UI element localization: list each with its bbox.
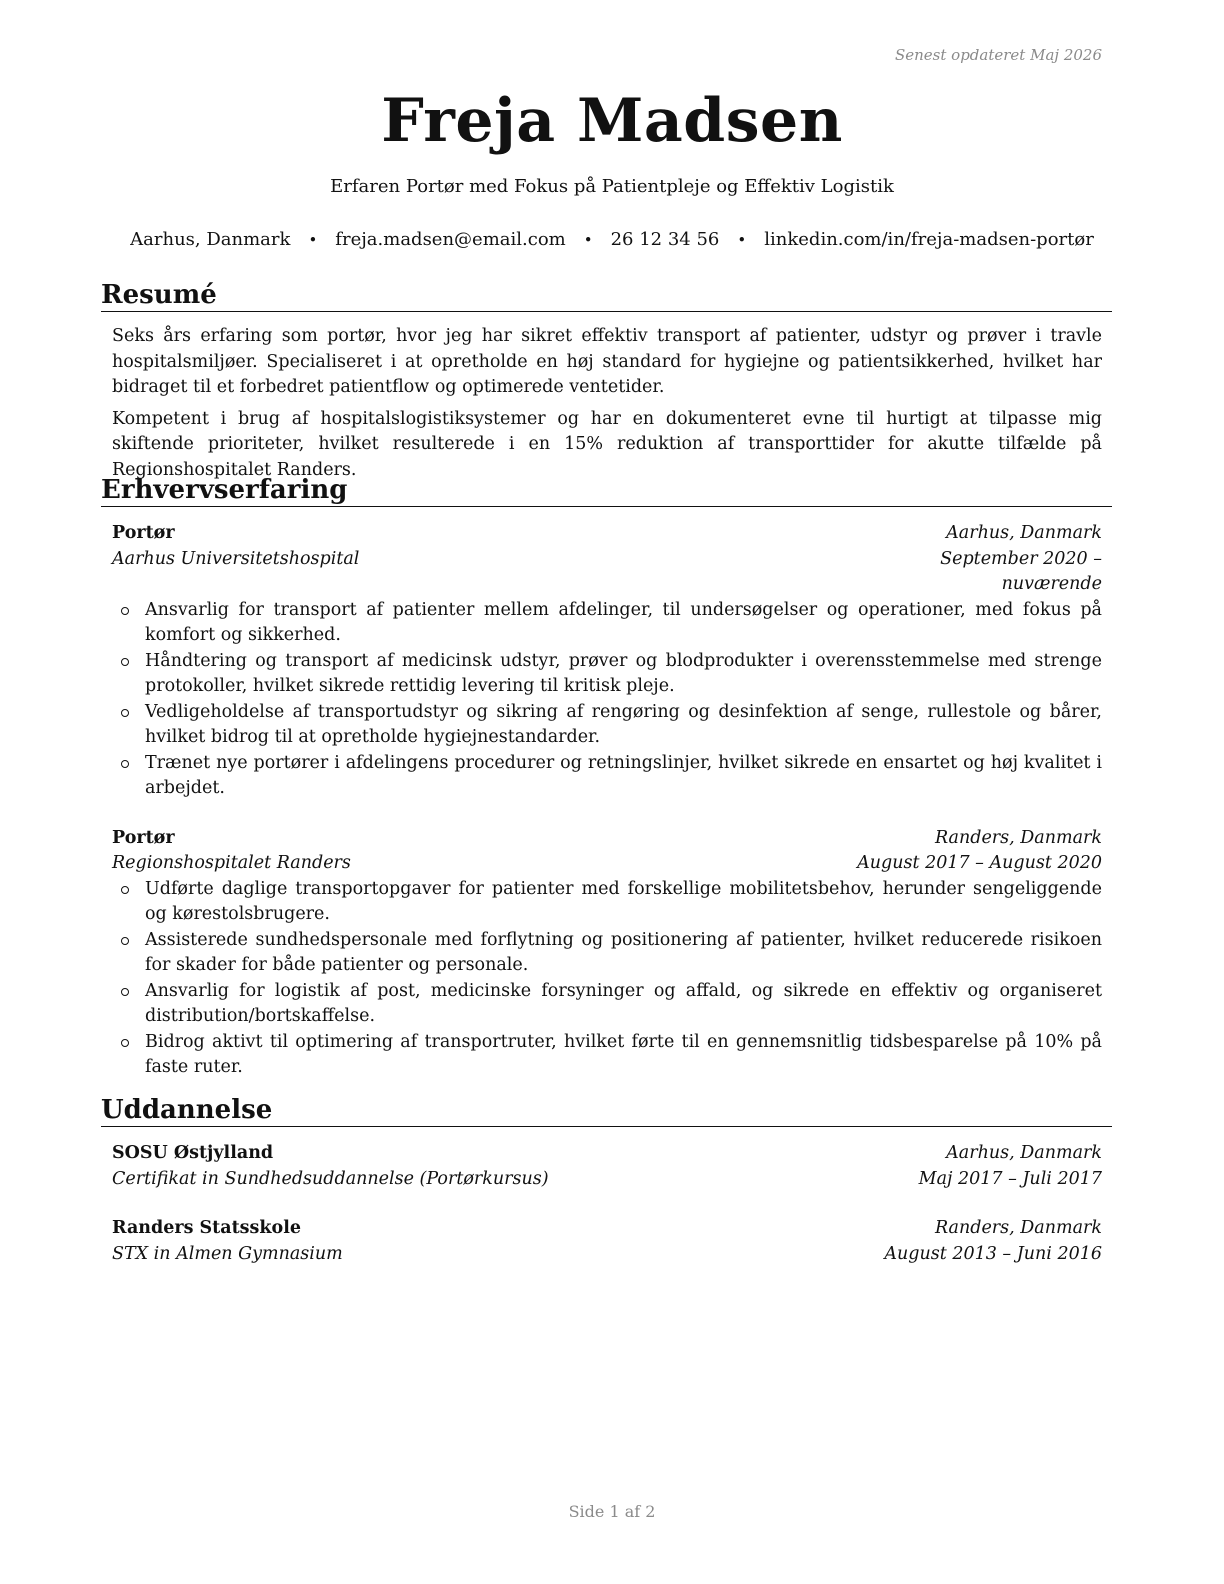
job-dates: September 2020 – nuværende xyxy=(940,548,1102,594)
bullet-separator: • xyxy=(737,231,747,249)
list-item: Assisterede sundhedspersonale med forflytning og positionering af patienter, hvilket reducerede risikoen for skader for både patienter og personale. xyxy=(145,928,1102,979)
list-item: Ansvarlig for logistik af post, medicinske forsyninger og affald, og sikrede en effektiv og organiseret distribution/bortskaffelse. xyxy=(145,979,1102,1030)
list-item: Bidrog aktivt til optimering af transportruter, hvilket førte til en gennemsnitlig tidsbesparelse på 10% på faste ruter. xyxy=(145,1030,1102,1081)
school-name: Randers Statsskole xyxy=(112,1218,301,1238)
school-location: Randers, Danmark xyxy=(934,1218,1102,1238)
contact-location: Aarhus, Danmark xyxy=(130,229,291,250)
bullet-separator: • xyxy=(308,231,318,249)
job-location: Randers, Danmark xyxy=(934,827,1102,848)
last-updated: Senest opdateret Maj 2026 xyxy=(894,46,1102,64)
summary-paragraph: Kompetent i brug af hospitalslogistiksystemer og har en dokumenteret evne til hurtigt at tilpasse mig skiftende prioriteter, hvilket resulterede i en 15% reduktion af transporttider for akutte tilfælde på Regionshospitalet Randers. xyxy=(112,408,1102,480)
school-name: SOSU Østjylland xyxy=(112,1143,274,1163)
section-title-experience: Erhvervserfaring xyxy=(101,475,1112,507)
job-role: Portør xyxy=(112,523,175,543)
headline: Erfaren Portør med Fokus på Patientpleje og Effektiv Logistik xyxy=(330,176,894,197)
education-entry xyxy=(112,1216,1102,1267)
section-title-education: Uddannelse xyxy=(101,1095,1112,1127)
contact-phone: 26 12 34 56 xyxy=(610,229,720,250)
job-entry xyxy=(112,521,1102,802)
list-item: Vedligeholdelse af transportudstyr og sikring af rengøring og desinfektion af senge, rullestole og bårer, hvilket bidrog til at opretholde hygiejnestandarder. xyxy=(145,700,1102,751)
job-location: Aarhus, Danmark xyxy=(946,523,1102,543)
circle-bullet-icon xyxy=(121,760,129,768)
summary-paragraph: Seks års erfaring som portør, hvor jeg har sikret effektiv transport af patienter, udstyr og prøver i travle hospitalsmiljøer. Specialiseret i at opretholde en høj standard for hygiejne og patientsikkerhed, hvilket har bidraget til et forbedret patientflow og optimerede ventetider. xyxy=(112,326,1102,397)
page-number: Side 1 af 2 xyxy=(568,1502,656,1521)
job-dates: August 2017 – August 2020 xyxy=(857,853,1102,873)
education-section xyxy=(101,1095,1112,1267)
education-dates: Maj 2017 – Juli 2017 xyxy=(918,1168,1102,1189)
school-location: Aarhus, Danmark xyxy=(946,1143,1102,1163)
job-role: Portør xyxy=(112,827,175,848)
contact-linkedin[interactable]: linkedin.com/in/freja-madsen-portør xyxy=(764,229,1094,250)
bullet-separator: • xyxy=(583,231,593,249)
list-item: Udførte daglige transportopgaver for patienter med forskellige mobilitetsbehov, herunder sengeliggende og kørestolsbrugere. xyxy=(145,877,1102,928)
degree: Certifikat in Sundhedsuddannelse (Portørkursus) xyxy=(112,1168,549,1189)
list-item: Trænet nye portører i afdelingens procedurer og retningslinjer, hvilket sikrede en ensartet og høj kvalitet i arbejdet. xyxy=(145,751,1102,802)
education-entry xyxy=(112,1141,1102,1192)
circle-bullet-icon xyxy=(121,886,129,894)
circle-bullet-icon xyxy=(121,1039,129,1047)
contact-line xyxy=(0,229,1224,250)
list-item: Ansvarlig for transport af patienter mellem afdelinger, til undersøgelser og operationer, med fokus på komfort og sikkerhed. xyxy=(145,598,1102,649)
circle-bullet-icon xyxy=(121,607,129,615)
contact-email[interactable]: freja.madsen@email.com xyxy=(335,229,566,250)
circle-bullet-icon xyxy=(121,658,129,666)
candidate-name: Freja Madsen xyxy=(381,86,843,156)
job-employer: Aarhus Universitetshospital xyxy=(112,548,360,569)
job-employer: Regionshospitalet Randers xyxy=(112,853,351,873)
education-dates: August 2013 – Juni 2016 xyxy=(884,1243,1102,1264)
experience-section xyxy=(101,475,1112,1081)
summary-section xyxy=(101,280,1112,483)
job-entry xyxy=(112,826,1102,1081)
list-item: Håndtering og transport af medicinsk udstyr, prøver og blodprodukter i overensstemmelse med strenge protokoller, hvilket sikrede rettidig levering til kritisk pleje. xyxy=(145,649,1102,700)
section-title-summary: Resumé xyxy=(101,280,1112,312)
degree: STX in Almen Gymnasium xyxy=(112,1243,343,1264)
circle-bullet-icon xyxy=(121,937,129,945)
circle-bullet-icon xyxy=(121,988,129,996)
circle-bullet-icon xyxy=(121,709,129,717)
